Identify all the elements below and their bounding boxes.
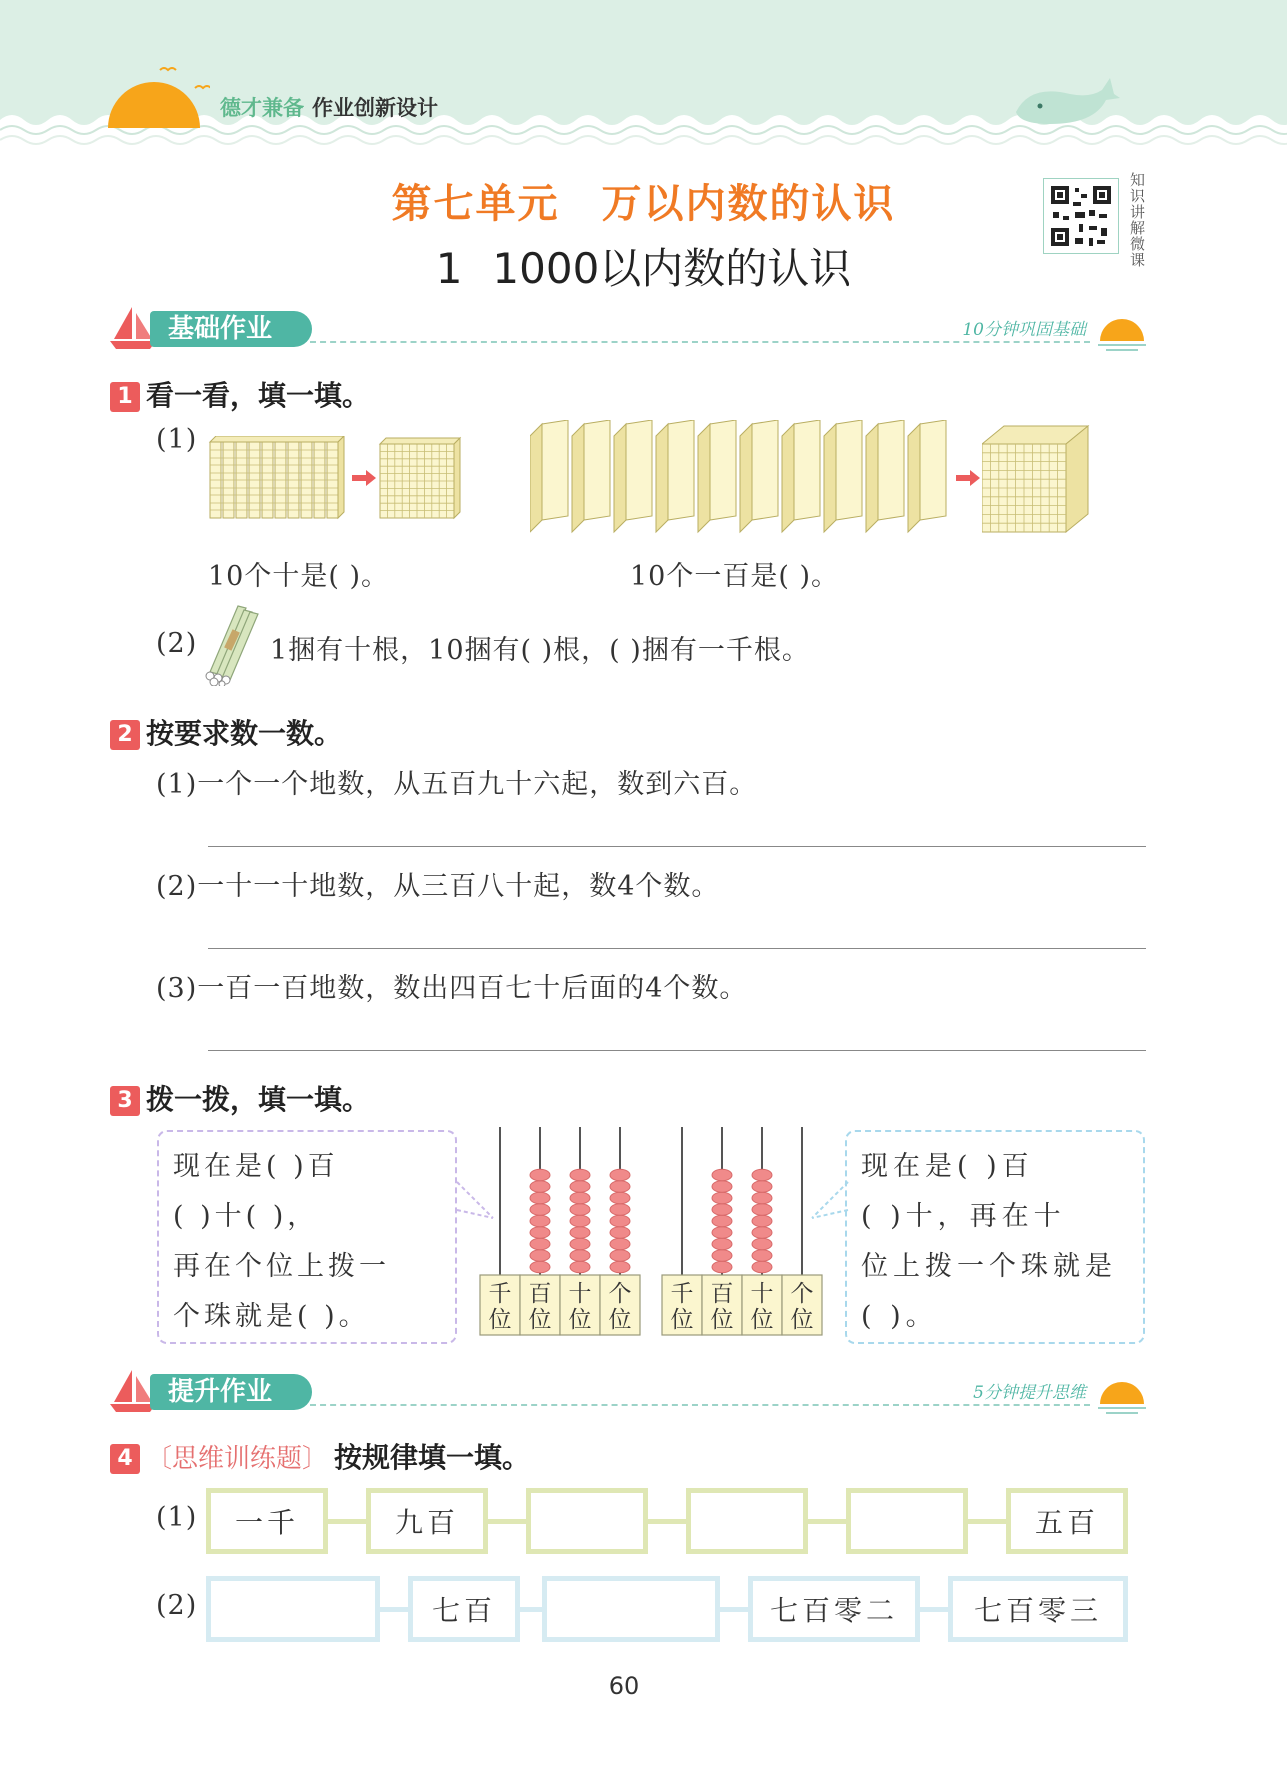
abacus-bead[interactable] <box>752 1227 772 1239</box>
hundred-flat-image <box>378 436 462 520</box>
abacus-bead[interactable] <box>610 1169 630 1181</box>
abacus-bead[interactable] <box>610 1181 630 1193</box>
abacus-bead[interactable] <box>752 1261 772 1273</box>
lesson-number: 1 <box>435 244 463 293</box>
q3-right-line: 现在是( )百 <box>861 1151 1034 1182</box>
abacus-bead[interactable] <box>752 1250 772 1262</box>
sequence-box: 七百零二 <box>748 1576 920 1642</box>
brand-colored: 德才兼备 <box>220 96 304 120</box>
place-value-label: 百 <box>710 1281 734 1307</box>
section-divider <box>310 341 1090 343</box>
abacus-bead[interactable] <box>530 1250 550 1262</box>
sequence-connector <box>376 1607 412 1612</box>
arrow-right-icon <box>956 470 980 486</box>
q3-left-speech-box <box>157 1130 457 1344</box>
place-value-label: 千 <box>670 1281 694 1307</box>
sequence-box: 九百 <box>366 1488 488 1554</box>
abacus-bead[interactable] <box>530 1204 550 1216</box>
speech-pointer <box>810 1180 850 1224</box>
section-advanced-label: 提升作业 <box>150 1374 312 1410</box>
stick-bundle-icon <box>204 600 266 686</box>
sun-icon <box>100 60 210 130</box>
answer-line[interactable] <box>208 846 1146 847</box>
abacus-bead[interactable] <box>570 1181 590 1193</box>
place-value-label: 百 <box>528 1281 552 1307</box>
q2-item-2: (2)一十一十地数，从三百八十起，数4个数。 <box>156 871 720 902</box>
abacus-bead[interactable] <box>610 1238 630 1250</box>
abacus-bead[interactable] <box>752 1181 772 1193</box>
q1-number: 1 <box>110 382 140 412</box>
abacus-bead[interactable] <box>530 1227 550 1239</box>
sequence-box: 七百 <box>408 1576 520 1642</box>
abacus-bead[interactable] <box>712 1238 732 1250</box>
q4-tag: 〔思维训练题〕 <box>146 1444 329 1474</box>
sequence-connector <box>966 1519 1010 1524</box>
sequence-box: 五百 <box>1006 1488 1128 1554</box>
place-value-label: 位 <box>528 1307 552 1333</box>
q2-item-1: (1)一个一个地数，从五百九十六起，数到六百。 <box>156 769 758 800</box>
section-divider <box>310 1404 1090 1406</box>
q1-part2-label: (2) <box>156 628 198 659</box>
ten-rods-image <box>208 436 348 520</box>
section-basic-label: 基础作业 <box>150 311 312 347</box>
q3-right-line: 位上拨一个珠就是 <box>861 1251 1117 1282</box>
abacus-bead[interactable] <box>712 1169 732 1181</box>
abacus-left <box>478 1125 642 1341</box>
q2-title: 按要求数一数。 <box>146 717 343 750</box>
q1-title: 看一看，填一填。 <box>146 379 371 412</box>
abacus-bead[interactable] <box>610 1192 630 1204</box>
unit-name: 万以内数的认识 <box>601 181 896 227</box>
place-value-label: 位 <box>488 1307 512 1333</box>
q3-number: 3 <box>110 1086 140 1116</box>
abacus-bead[interactable] <box>610 1261 630 1273</box>
q1-heading <box>110 374 370 414</box>
q4-row1-label: (1) <box>156 1502 198 1533</box>
abacus-bead[interactable] <box>570 1250 590 1262</box>
abacus-bead[interactable] <box>570 1227 590 1239</box>
sequence-connector <box>646 1519 690 1524</box>
abacus-bead[interactable] <box>712 1181 732 1193</box>
section-basic-bar <box>110 305 1150 355</box>
sequence-box: 一千 <box>206 1488 328 1554</box>
abacus-bead[interactable] <box>570 1169 590 1181</box>
unit-number: 第七单元 <box>391 181 560 227</box>
whale-icon <box>1010 72 1120 132</box>
sequence-answer-box[interactable] <box>526 1488 648 1554</box>
abacus-bead[interactable] <box>752 1204 772 1216</box>
qr-label: 知识讲解微课 <box>1130 171 1146 269</box>
q1-part1-text-a: 10个十是( )。 <box>208 561 390 592</box>
abacus-bead[interactable] <box>610 1204 630 1216</box>
place-value-label: 位 <box>608 1307 632 1333</box>
place-value-label: 位 <box>790 1307 814 1333</box>
q2-item-3: (3)一百一百地数，数出四百七十后面的4个数。 <box>156 973 748 1004</box>
abacus-bead[interactable] <box>752 1215 772 1227</box>
brand-title <box>220 92 438 122</box>
place-value-label: 个 <box>790 1281 814 1307</box>
q3-right-line: ( )十，再在十 <box>861 1201 1066 1232</box>
answer-line[interactable] <box>208 948 1146 949</box>
abacus-bead[interactable] <box>752 1192 772 1204</box>
q3-left-line: 再在个位上拨一 <box>173 1251 390 1282</box>
abacus-bead[interactable] <box>530 1169 550 1181</box>
section-advanced-note: 5分钟提升思维 <box>973 1383 1086 1403</box>
abacus-bead[interactable] <box>570 1204 590 1216</box>
place-value-label: 十 <box>568 1281 592 1307</box>
lesson-name: 1000以内数的认识 <box>492 244 852 293</box>
q4-title: 按规律填一填。 <box>334 1441 531 1474</box>
q1-part2-text: 1捆有十根，10捆有( )根，( )捆有一千根。 <box>270 635 810 666</box>
place-value-label: 位 <box>750 1307 774 1333</box>
q4-number: 4 <box>110 1444 140 1474</box>
abacus-bead[interactable] <box>610 1250 630 1262</box>
place-value-label: 个 <box>608 1281 632 1307</box>
abacus-bead[interactable] <box>570 1215 590 1227</box>
abacus-bead[interactable] <box>752 1238 772 1250</box>
section-basic-note: 10分钟巩固基础 <box>962 320 1086 340</box>
sequence-answer-box[interactable] <box>542 1576 720 1642</box>
q3-right-line: ( )。 <box>861 1301 938 1332</box>
section-advanced-bar <box>110 1368 1150 1418</box>
abacus-bead[interactable] <box>712 1192 732 1204</box>
abacus-bead[interactable] <box>610 1227 630 1239</box>
abacus-bead[interactable] <box>530 1238 550 1250</box>
abacus-bead[interactable] <box>712 1215 732 1227</box>
sunset-icon <box>1094 1376 1150 1416</box>
abacus-right <box>660 1125 824 1341</box>
q1-part1-label: (1) <box>156 424 198 455</box>
q1-part1-text-b: 10个一百是( )。 <box>630 561 840 592</box>
sequence-box: 七百零三 <box>948 1576 1128 1642</box>
sequence-connector <box>716 1607 752 1612</box>
answer-line[interactable] <box>208 1050 1146 1051</box>
sunset-icon <box>1094 313 1150 353</box>
sequence-answer-box[interactable] <box>846 1488 968 1554</box>
abacus-bead[interactable] <box>530 1192 550 1204</box>
sequence-answer-box[interactable] <box>686 1488 808 1554</box>
place-value-label: 千 <box>488 1281 512 1307</box>
abacus-bead[interactable] <box>570 1238 590 1250</box>
q3-left-line: 个珠就是( )。 <box>173 1301 370 1332</box>
abacus-bead[interactable] <box>712 1204 732 1216</box>
abacus-bead[interactable] <box>570 1261 590 1273</box>
q3-right-speech-box <box>845 1130 1145 1344</box>
place-value-label: 位 <box>710 1307 734 1333</box>
q3-title: 拨一拨，填一填。 <box>146 1083 371 1116</box>
qr-code-icon[interactable] <box>1043 178 1119 254</box>
sequence-connector <box>326 1519 370 1524</box>
place-value-label: 十 <box>750 1281 774 1307</box>
abacus-bead[interactable] <box>530 1215 550 1227</box>
q3-left-line: ( )十( )， <box>173 1201 319 1232</box>
abacus-bead[interactable] <box>752 1169 772 1181</box>
q4-heading <box>110 1436 530 1476</box>
sequence-connector <box>486 1519 530 1524</box>
page-number: 60 <box>608 1672 640 1700</box>
thousand-cube-image <box>982 424 1090 534</box>
q3-heading <box>110 1078 370 1118</box>
abacus-bead[interactable] <box>712 1227 732 1239</box>
sequence-connector <box>916 1607 952 1612</box>
q3-left-line: 现在是( )百 <box>173 1151 339 1182</box>
abacus-bead[interactable] <box>610 1215 630 1227</box>
q2-heading <box>110 712 342 752</box>
sequence-answer-box[interactable] <box>206 1576 380 1642</box>
abacus-bead[interactable] <box>570 1192 590 1204</box>
abacus-bead[interactable] <box>530 1261 550 1273</box>
place-value-label: 位 <box>670 1307 694 1333</box>
ten-hundred-flats-image <box>530 420 960 536</box>
q4-row2-label: (2) <box>156 1590 198 1621</box>
abacus-bead[interactable] <box>712 1250 732 1262</box>
sequence-connector <box>806 1519 850 1524</box>
brand-plain: 作业创新设计 <box>312 96 438 120</box>
abacus-bead[interactable] <box>530 1181 550 1193</box>
place-value-label: 位 <box>568 1307 592 1333</box>
abacus-bead[interactable] <box>712 1261 732 1273</box>
arrow-right-icon <box>352 470 376 486</box>
q2-number: 2 <box>110 720 140 750</box>
